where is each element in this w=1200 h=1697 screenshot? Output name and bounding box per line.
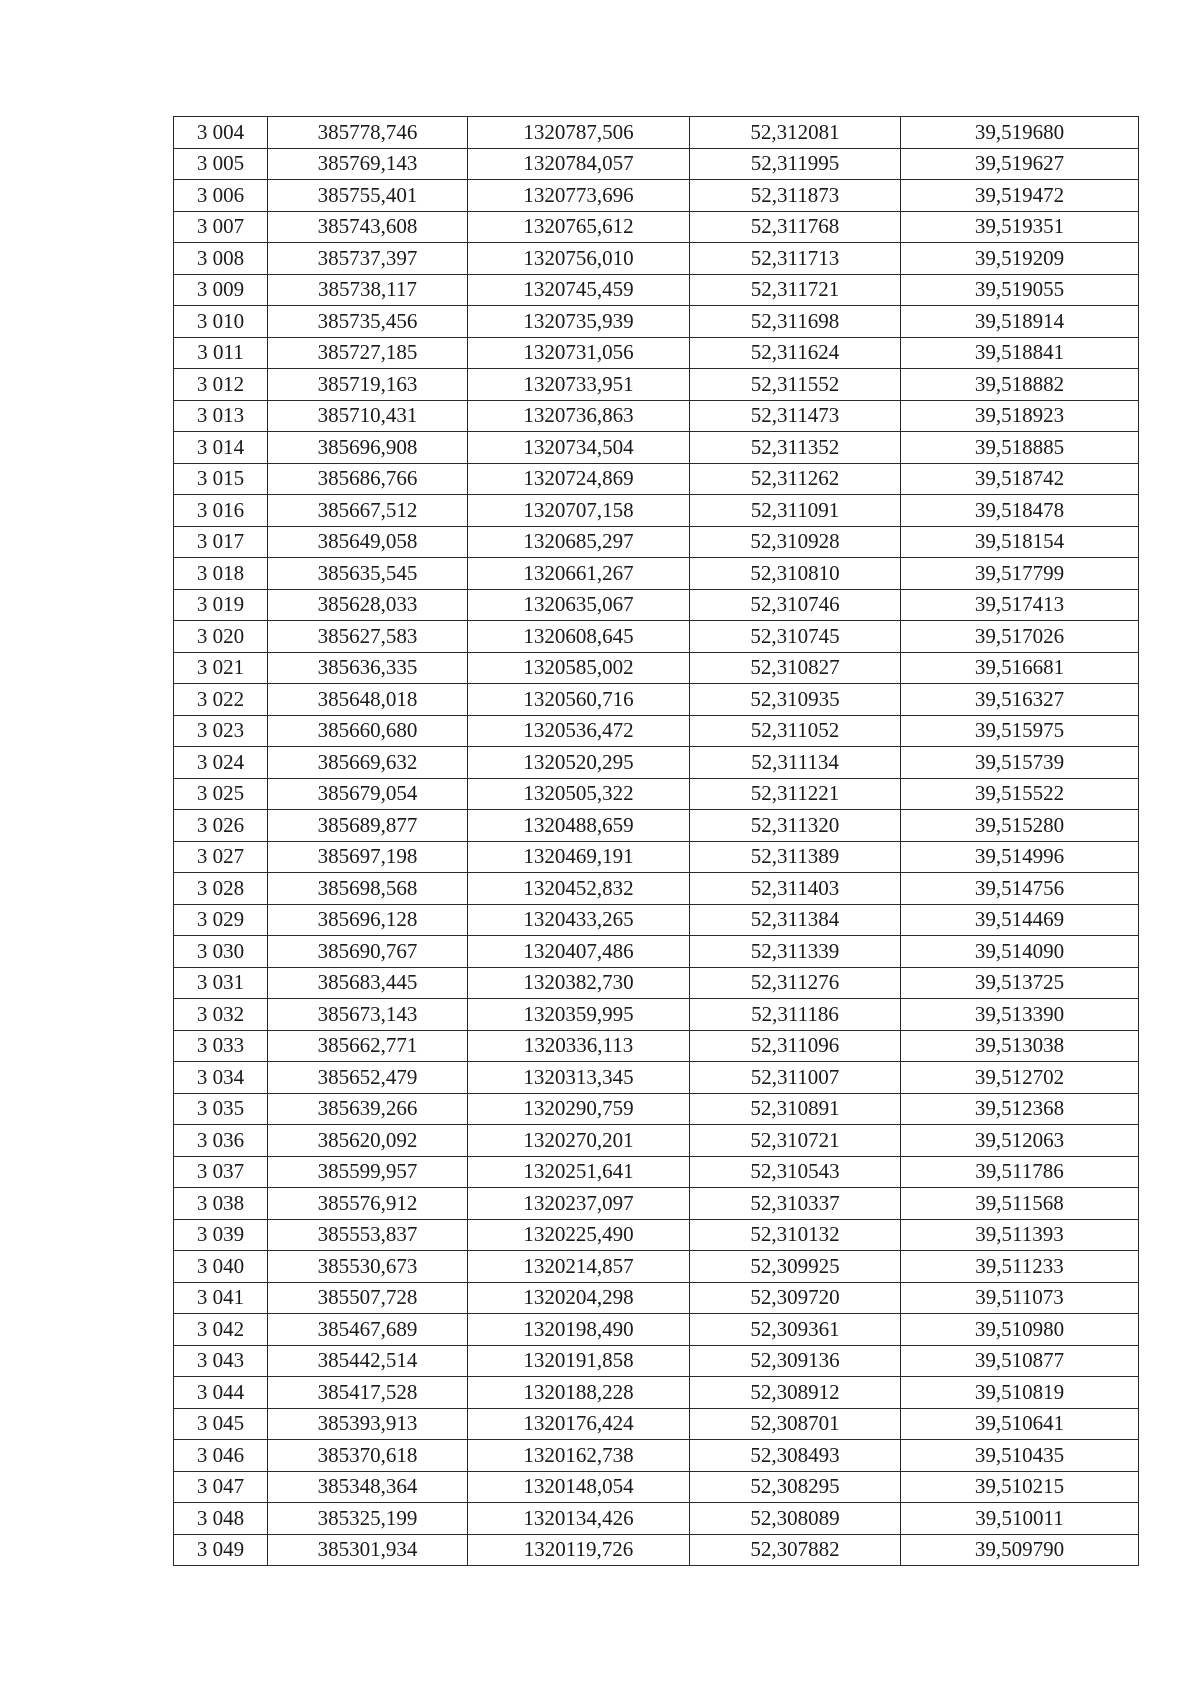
x-coordinate-cell: 385667,512 xyxy=(268,495,468,527)
x-coordinate-cell: 385553,837 xyxy=(268,1219,468,1251)
longitude-cell: 39,514090 xyxy=(901,936,1139,968)
x-coordinate-cell: 385325,199 xyxy=(268,1503,468,1535)
coordinates-table xyxy=(173,116,1139,1566)
longitude-cell: 39,511233 xyxy=(901,1251,1139,1283)
x-coordinate-cell: 385417,528 xyxy=(268,1377,468,1409)
x-coordinate-cell: 385743,608 xyxy=(268,211,468,243)
longitude-cell: 39,511393 xyxy=(901,1219,1139,1251)
point-number-cell: 3 029 xyxy=(174,904,268,936)
longitude-cell: 39,516327 xyxy=(901,684,1139,716)
latitude-cell: 52,311007 xyxy=(690,1062,901,1094)
longitude-cell: 39,519351 xyxy=(901,211,1139,243)
table-row xyxy=(174,1062,1139,1094)
table-row xyxy=(174,904,1139,936)
table-row xyxy=(174,967,1139,999)
y-coordinate-cell: 1320787,506 xyxy=(468,117,690,149)
y-coordinate-cell: 1320736,863 xyxy=(468,400,690,432)
x-coordinate-cell: 385348,364 xyxy=(268,1471,468,1503)
longitude-cell: 39,519472 xyxy=(901,180,1139,212)
x-coordinate-cell: 385639,266 xyxy=(268,1093,468,1125)
latitude-cell: 52,309136 xyxy=(690,1345,901,1377)
latitude-cell: 52,311768 xyxy=(690,211,901,243)
latitude-cell: 52,310928 xyxy=(690,526,901,558)
longitude-cell: 39,513038 xyxy=(901,1030,1139,1062)
table-row xyxy=(174,180,1139,212)
latitude-cell: 52,310721 xyxy=(690,1125,901,1157)
point-number-cell: 3 037 xyxy=(174,1156,268,1188)
y-coordinate-cell: 1320745,459 xyxy=(468,274,690,306)
latitude-cell: 52,311624 xyxy=(690,337,901,369)
x-coordinate-cell: 385370,618 xyxy=(268,1440,468,1472)
y-coordinate-cell: 1320685,297 xyxy=(468,526,690,558)
latitude-cell: 52,311221 xyxy=(690,778,901,810)
point-number-cell: 3 044 xyxy=(174,1377,268,1409)
x-coordinate-cell: 385648,018 xyxy=(268,684,468,716)
longitude-cell: 39,510215 xyxy=(901,1471,1139,1503)
y-coordinate-cell: 1320382,730 xyxy=(468,967,690,999)
point-number-cell: 3 022 xyxy=(174,684,268,716)
x-coordinate-cell: 385576,912 xyxy=(268,1188,468,1220)
y-coordinate-cell: 1320731,056 xyxy=(468,337,690,369)
y-coordinate-cell: 1320536,472 xyxy=(468,715,690,747)
y-coordinate-cell: 1320661,267 xyxy=(468,558,690,590)
table-row xyxy=(174,778,1139,810)
y-coordinate-cell: 1320313,345 xyxy=(468,1062,690,1094)
longitude-cell: 39,518841 xyxy=(901,337,1139,369)
point-number-cell: 3 020 xyxy=(174,621,268,653)
longitude-cell: 39,512063 xyxy=(901,1125,1139,1157)
y-coordinate-cell: 1320176,424 xyxy=(468,1408,690,1440)
latitude-cell: 52,311473 xyxy=(690,400,901,432)
point-number-cell: 3 018 xyxy=(174,558,268,590)
table-row xyxy=(174,211,1139,243)
point-number-cell: 3 033 xyxy=(174,1030,268,1062)
table-row xyxy=(174,274,1139,306)
y-coordinate-cell: 1320724,869 xyxy=(468,463,690,495)
table-row xyxy=(174,621,1139,653)
x-coordinate-cell: 385696,128 xyxy=(268,904,468,936)
y-coordinate-cell: 1320452,832 xyxy=(468,873,690,905)
table-row xyxy=(174,1345,1139,1377)
y-coordinate-cell: 1320635,067 xyxy=(468,589,690,621)
latitude-cell: 52,310337 xyxy=(690,1188,901,1220)
point-number-cell: 3 039 xyxy=(174,1219,268,1251)
point-number-cell: 3 009 xyxy=(174,274,268,306)
x-coordinate-cell: 385669,632 xyxy=(268,747,468,779)
longitude-cell: 39,511073 xyxy=(901,1282,1139,1314)
point-number-cell: 3 028 xyxy=(174,873,268,905)
y-coordinate-cell: 1320188,228 xyxy=(468,1377,690,1409)
x-coordinate-cell: 385627,583 xyxy=(268,621,468,653)
point-number-cell: 3 023 xyxy=(174,715,268,747)
longitude-cell: 39,518478 xyxy=(901,495,1139,527)
x-coordinate-cell: 385735,456 xyxy=(268,306,468,338)
x-coordinate-cell: 385755,401 xyxy=(268,180,468,212)
y-coordinate-cell: 1320733,951 xyxy=(468,369,690,401)
longitude-cell: 39,510435 xyxy=(901,1440,1139,1472)
table-row xyxy=(174,999,1139,1031)
table-row xyxy=(174,841,1139,873)
table-row xyxy=(174,1534,1139,1566)
table-row xyxy=(174,936,1139,968)
table-row xyxy=(174,306,1139,338)
x-coordinate-cell: 385530,673 xyxy=(268,1251,468,1283)
y-coordinate-cell: 1320134,426 xyxy=(468,1503,690,1535)
y-coordinate-cell: 1320433,265 xyxy=(468,904,690,936)
table-row xyxy=(174,1125,1139,1157)
y-coordinate-cell: 1320270,201 xyxy=(468,1125,690,1157)
latitude-cell: 52,310935 xyxy=(690,684,901,716)
longitude-cell: 39,511786 xyxy=(901,1156,1139,1188)
point-number-cell: 3 043 xyxy=(174,1345,268,1377)
y-coordinate-cell: 1320148,054 xyxy=(468,1471,690,1503)
latitude-cell: 52,310827 xyxy=(690,652,901,684)
latitude-cell: 52,311873 xyxy=(690,180,901,212)
longitude-cell: 39,510011 xyxy=(901,1503,1139,1535)
x-coordinate-cell: 385635,545 xyxy=(268,558,468,590)
x-coordinate-cell: 385686,766 xyxy=(268,463,468,495)
x-coordinate-cell: 385727,185 xyxy=(268,337,468,369)
y-coordinate-cell: 1320505,322 xyxy=(468,778,690,810)
x-coordinate-cell: 385599,957 xyxy=(268,1156,468,1188)
table-row xyxy=(174,337,1139,369)
latitude-cell: 52,311352 xyxy=(690,432,901,464)
longitude-cell: 39,517026 xyxy=(901,621,1139,653)
y-coordinate-cell: 1320204,298 xyxy=(468,1282,690,1314)
point-number-cell: 3 013 xyxy=(174,400,268,432)
latitude-cell: 52,308701 xyxy=(690,1408,901,1440)
longitude-cell: 39,515975 xyxy=(901,715,1139,747)
y-coordinate-cell: 1320707,158 xyxy=(468,495,690,527)
longitude-cell: 39,510980 xyxy=(901,1314,1139,1346)
longitude-cell: 39,516681 xyxy=(901,652,1139,684)
y-coordinate-cell: 1320407,486 xyxy=(468,936,690,968)
longitude-cell: 39,518154 xyxy=(901,526,1139,558)
table-row xyxy=(174,1219,1139,1251)
x-coordinate-cell: 385673,143 xyxy=(268,999,468,1031)
table-row xyxy=(174,1471,1139,1503)
table-row xyxy=(174,652,1139,684)
latitude-cell: 52,308912 xyxy=(690,1377,901,1409)
latitude-cell: 52,308089 xyxy=(690,1503,901,1535)
point-number-cell: 3 048 xyxy=(174,1503,268,1535)
y-coordinate-cell: 1320608,645 xyxy=(468,621,690,653)
longitude-cell: 39,510819 xyxy=(901,1377,1139,1409)
x-coordinate-cell: 385393,913 xyxy=(268,1408,468,1440)
latitude-cell: 52,312081 xyxy=(690,117,901,149)
y-coordinate-cell: 1320756,010 xyxy=(468,243,690,275)
latitude-cell: 52,308493 xyxy=(690,1440,901,1472)
longitude-cell: 39,511568 xyxy=(901,1188,1139,1220)
latitude-cell: 52,310745 xyxy=(690,621,901,653)
point-number-cell: 3 019 xyxy=(174,589,268,621)
x-coordinate-cell: 385710,431 xyxy=(268,400,468,432)
x-coordinate-cell: 385697,198 xyxy=(268,841,468,873)
longitude-cell: 39,518882 xyxy=(901,369,1139,401)
table-row xyxy=(174,810,1139,842)
latitude-cell: 52,311384 xyxy=(690,904,901,936)
x-coordinate-cell: 385636,335 xyxy=(268,652,468,684)
latitude-cell: 52,311403 xyxy=(690,873,901,905)
table-row xyxy=(174,1377,1139,1409)
y-coordinate-cell: 1320585,002 xyxy=(468,652,690,684)
point-number-cell: 3 032 xyxy=(174,999,268,1031)
point-number-cell: 3 030 xyxy=(174,936,268,968)
point-number-cell: 3 005 xyxy=(174,148,268,180)
table-row xyxy=(174,1093,1139,1125)
table-row xyxy=(174,589,1139,621)
x-coordinate-cell: 385769,143 xyxy=(268,148,468,180)
longitude-cell: 39,514469 xyxy=(901,904,1139,936)
x-coordinate-cell: 385649,058 xyxy=(268,526,468,558)
y-coordinate-cell: 1320520,295 xyxy=(468,747,690,779)
table-row xyxy=(174,1440,1139,1472)
table-row xyxy=(174,1188,1139,1220)
point-number-cell: 3 026 xyxy=(174,810,268,842)
x-coordinate-cell: 385507,728 xyxy=(268,1282,468,1314)
table-row xyxy=(174,1314,1139,1346)
point-number-cell: 3 038 xyxy=(174,1188,268,1220)
table-row xyxy=(174,495,1139,527)
point-number-cell: 3 016 xyxy=(174,495,268,527)
coordinates-table-body xyxy=(174,117,1139,1566)
table-row xyxy=(174,558,1139,590)
point-number-cell: 3 007 xyxy=(174,211,268,243)
x-coordinate-cell: 385689,877 xyxy=(268,810,468,842)
y-coordinate-cell: 1320214,857 xyxy=(468,1251,690,1283)
x-coordinate-cell: 385719,163 xyxy=(268,369,468,401)
longitude-cell: 39,515280 xyxy=(901,810,1139,842)
x-coordinate-cell: 385628,033 xyxy=(268,589,468,621)
point-number-cell: 3 024 xyxy=(174,747,268,779)
table-row xyxy=(174,432,1139,464)
latitude-cell: 52,311091 xyxy=(690,495,901,527)
y-coordinate-cell: 1320359,995 xyxy=(468,999,690,1031)
y-coordinate-cell: 1320734,504 xyxy=(468,432,690,464)
y-coordinate-cell: 1320488,659 xyxy=(468,810,690,842)
longitude-cell: 39,510641 xyxy=(901,1408,1139,1440)
table-row xyxy=(174,684,1139,716)
longitude-cell: 39,513725 xyxy=(901,967,1139,999)
point-number-cell: 3 010 xyxy=(174,306,268,338)
y-coordinate-cell: 1320469,191 xyxy=(468,841,690,873)
latitude-cell: 52,307882 xyxy=(690,1534,901,1566)
latitude-cell: 52,311713 xyxy=(690,243,901,275)
latitude-cell: 52,311276 xyxy=(690,967,901,999)
y-coordinate-cell: 1320784,057 xyxy=(468,148,690,180)
longitude-cell: 39,519627 xyxy=(901,148,1139,180)
latitude-cell: 52,311698 xyxy=(690,306,901,338)
latitude-cell: 52,311320 xyxy=(690,810,901,842)
latitude-cell: 52,308295 xyxy=(690,1471,901,1503)
longitude-cell: 39,513390 xyxy=(901,999,1139,1031)
point-number-cell: 3 027 xyxy=(174,841,268,873)
table-row xyxy=(174,747,1139,779)
point-number-cell: 3 036 xyxy=(174,1125,268,1157)
latitude-cell: 52,311134 xyxy=(690,747,901,779)
longitude-cell: 39,510877 xyxy=(901,1345,1139,1377)
table-row xyxy=(174,1408,1139,1440)
longitude-cell: 39,518914 xyxy=(901,306,1139,338)
point-number-cell: 3 017 xyxy=(174,526,268,558)
point-number-cell: 3 004 xyxy=(174,117,268,149)
y-coordinate-cell: 1320237,097 xyxy=(468,1188,690,1220)
y-coordinate-cell: 1320162,738 xyxy=(468,1440,690,1472)
longitude-cell: 39,514756 xyxy=(901,873,1139,905)
latitude-cell: 52,309361 xyxy=(690,1314,901,1346)
table-row xyxy=(174,715,1139,747)
latitude-cell: 52,310810 xyxy=(690,558,901,590)
table-row xyxy=(174,1251,1139,1283)
longitude-cell: 39,519209 xyxy=(901,243,1139,275)
latitude-cell: 52,311389 xyxy=(690,841,901,873)
longitude-cell: 39,515522 xyxy=(901,778,1139,810)
point-number-cell: 3 042 xyxy=(174,1314,268,1346)
x-coordinate-cell: 385737,397 xyxy=(268,243,468,275)
y-coordinate-cell: 1320191,858 xyxy=(468,1345,690,1377)
point-number-cell: 3 049 xyxy=(174,1534,268,1566)
y-coordinate-cell: 1320560,716 xyxy=(468,684,690,716)
table-row xyxy=(174,463,1139,495)
latitude-cell: 52,310132 xyxy=(690,1219,901,1251)
y-coordinate-cell: 1320290,759 xyxy=(468,1093,690,1125)
x-coordinate-cell: 385662,771 xyxy=(268,1030,468,1062)
y-coordinate-cell: 1320735,939 xyxy=(468,306,690,338)
x-coordinate-cell: 385696,908 xyxy=(268,432,468,464)
y-coordinate-cell: 1320765,612 xyxy=(468,211,690,243)
latitude-cell: 52,311096 xyxy=(690,1030,901,1062)
longitude-cell: 39,518885 xyxy=(901,432,1139,464)
x-coordinate-cell: 385652,479 xyxy=(268,1062,468,1094)
point-number-cell: 3 041 xyxy=(174,1282,268,1314)
table-row xyxy=(174,1030,1139,1062)
longitude-cell: 39,514996 xyxy=(901,841,1139,873)
point-number-cell: 3 012 xyxy=(174,369,268,401)
x-coordinate-cell: 385301,934 xyxy=(268,1534,468,1566)
y-coordinate-cell: 1320336,113 xyxy=(468,1030,690,1062)
table-row xyxy=(174,1156,1139,1188)
point-number-cell: 3 021 xyxy=(174,652,268,684)
x-coordinate-cell: 385442,514 xyxy=(268,1345,468,1377)
latitude-cell: 52,311339 xyxy=(690,936,901,968)
table-row xyxy=(174,369,1139,401)
x-coordinate-cell: 385620,092 xyxy=(268,1125,468,1157)
latitude-cell: 52,309925 xyxy=(690,1251,901,1283)
point-number-cell: 3 047 xyxy=(174,1471,268,1503)
x-coordinate-cell: 385467,689 xyxy=(268,1314,468,1346)
latitude-cell: 52,311052 xyxy=(690,715,901,747)
longitude-cell: 39,512368 xyxy=(901,1093,1139,1125)
latitude-cell: 52,311186 xyxy=(690,999,901,1031)
longitude-cell: 39,515739 xyxy=(901,747,1139,779)
y-coordinate-cell: 1320225,490 xyxy=(468,1219,690,1251)
x-coordinate-cell: 385778,746 xyxy=(268,117,468,149)
x-coordinate-cell: 385738,117 xyxy=(268,274,468,306)
point-number-cell: 3 008 xyxy=(174,243,268,275)
table-row xyxy=(174,1282,1139,1314)
x-coordinate-cell: 385679,054 xyxy=(268,778,468,810)
latitude-cell: 52,311552 xyxy=(690,369,901,401)
point-number-cell: 3 006 xyxy=(174,180,268,212)
longitude-cell: 39,518742 xyxy=(901,463,1139,495)
latitude-cell: 52,311262 xyxy=(690,463,901,495)
y-coordinate-cell: 1320198,490 xyxy=(468,1314,690,1346)
latitude-cell: 52,310543 xyxy=(690,1156,901,1188)
longitude-cell: 39,512702 xyxy=(901,1062,1139,1094)
point-number-cell: 3 011 xyxy=(174,337,268,369)
latitude-cell: 52,311995 xyxy=(690,148,901,180)
point-number-cell: 3 040 xyxy=(174,1251,268,1283)
point-number-cell: 3 015 xyxy=(174,463,268,495)
latitude-cell: 52,311721 xyxy=(690,274,901,306)
point-number-cell: 3 025 xyxy=(174,778,268,810)
point-number-cell: 3 046 xyxy=(174,1440,268,1472)
table-row xyxy=(174,400,1139,432)
point-number-cell: 3 045 xyxy=(174,1408,268,1440)
y-coordinate-cell: 1320251,641 xyxy=(468,1156,690,1188)
latitude-cell: 52,310746 xyxy=(690,589,901,621)
y-coordinate-cell: 1320119,726 xyxy=(468,1534,690,1566)
point-number-cell: 3 014 xyxy=(174,432,268,464)
longitude-cell: 39,517413 xyxy=(901,589,1139,621)
x-coordinate-cell: 385660,680 xyxy=(268,715,468,747)
y-coordinate-cell: 1320773,696 xyxy=(468,180,690,212)
longitude-cell: 39,509790 xyxy=(901,1534,1139,1566)
longitude-cell: 39,519055 xyxy=(901,274,1139,306)
longitude-cell: 39,517799 xyxy=(901,558,1139,590)
x-coordinate-cell: 385698,568 xyxy=(268,873,468,905)
latitude-cell: 52,310891 xyxy=(690,1093,901,1125)
point-number-cell: 3 034 xyxy=(174,1062,268,1094)
table-row xyxy=(174,526,1139,558)
x-coordinate-cell: 385683,445 xyxy=(268,967,468,999)
table-row xyxy=(174,148,1139,180)
table-row xyxy=(174,1503,1139,1535)
latitude-cell: 52,309720 xyxy=(690,1282,901,1314)
longitude-cell: 39,518923 xyxy=(901,400,1139,432)
table-row xyxy=(174,117,1139,149)
longitude-cell: 39,519680 xyxy=(901,117,1139,149)
table-row xyxy=(174,873,1139,905)
point-number-cell: 3 031 xyxy=(174,967,268,999)
point-number-cell: 3 035 xyxy=(174,1093,268,1125)
table-row xyxy=(174,243,1139,275)
x-coordinate-cell: 385690,767 xyxy=(268,936,468,968)
